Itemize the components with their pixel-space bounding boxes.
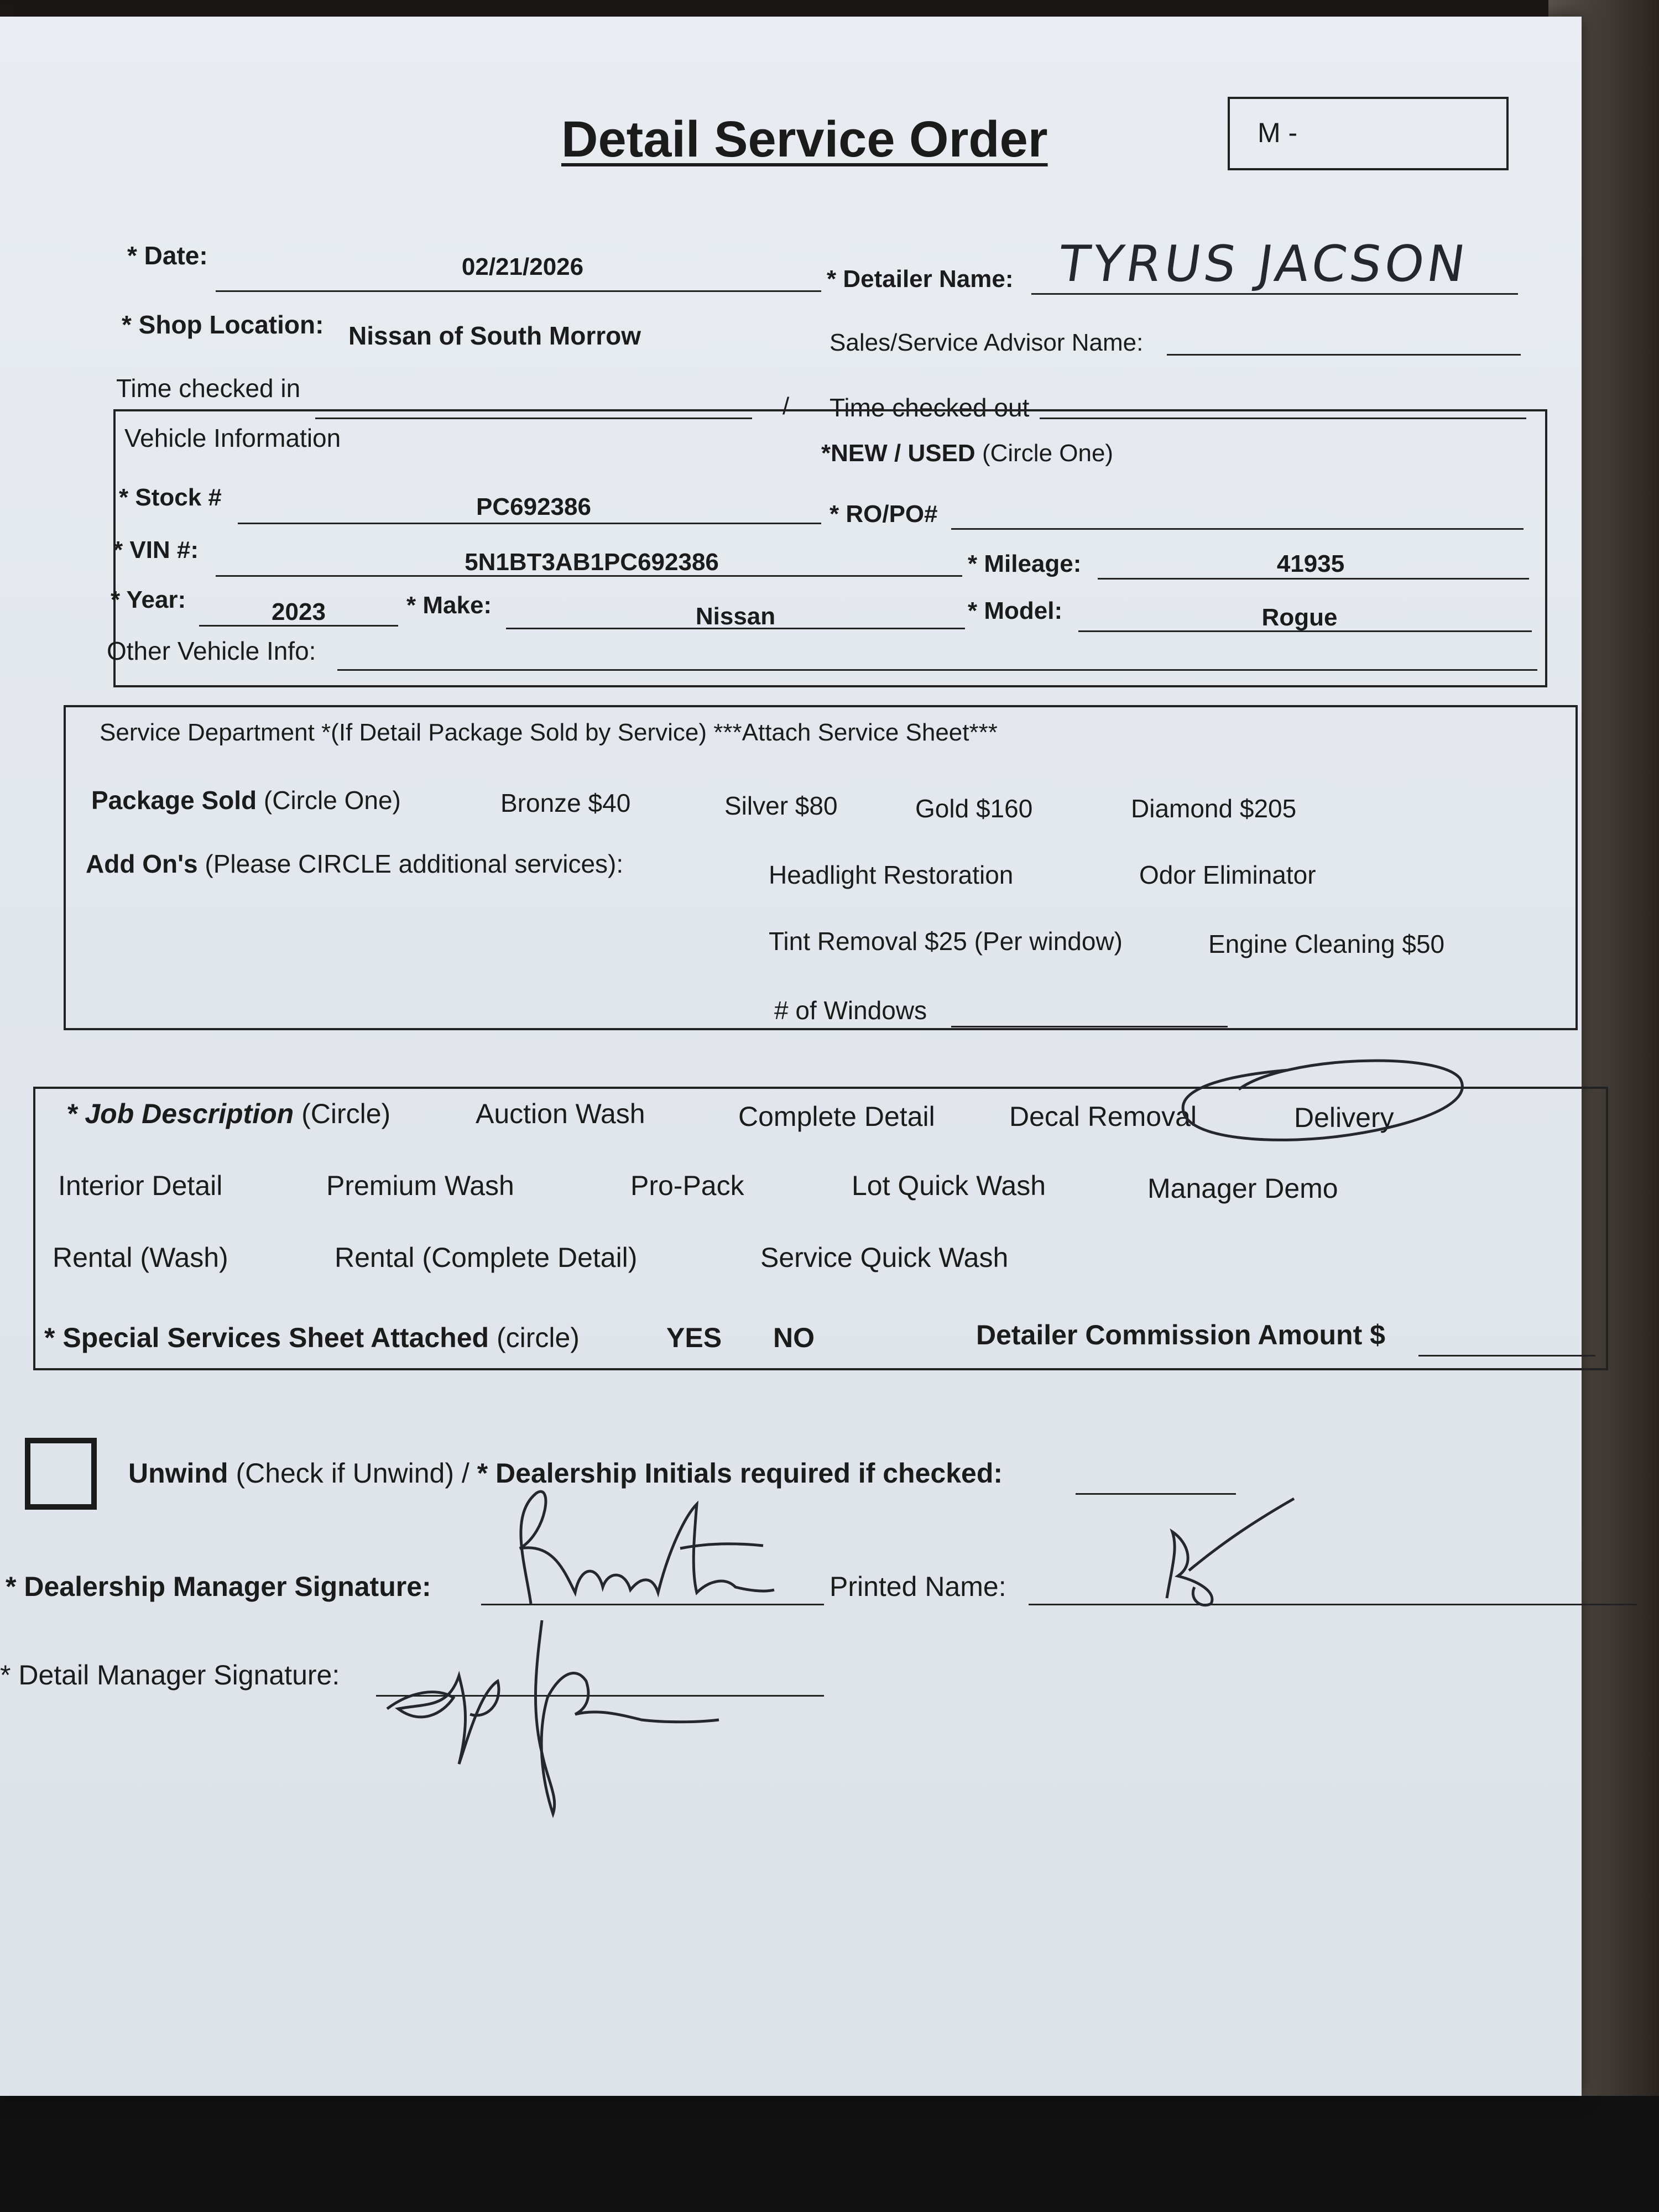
time-out-label: Time checked out <box>830 393 1030 422</box>
dealer-manager-signature <box>487 1482 796 1615</box>
form-number-box[interactable] <box>1228 97 1509 170</box>
windows-count-field[interactable] <box>951 1026 1228 1027</box>
advisor-name-label: Sales/Service Advisor Name: <box>830 329 1144 356</box>
package-sold-label <box>91 785 401 815</box>
job-rental-complete-detail[interactable]: Rental (Complete Detail) <box>335 1242 638 1273</box>
mileage-field[interactable] <box>1098 578 1529 580</box>
new-used-label: *NEW / USED <box>821 440 975 467</box>
unwind-note: (Check if Unwind) / <box>236 1458 469 1489</box>
detailer-name-label: * Detailer Name: <box>827 265 1014 293</box>
detailer-name-handwritten: TYRUS JACSON <box>1055 235 1472 293</box>
dealer-signature-label: * Dealership Manager Signature: <box>6 1571 431 1602</box>
special-services-no[interactable]: NO <box>773 1322 815 1353</box>
new-used-selector[interactable] <box>821 440 1113 467</box>
date-label: * Date: <box>127 241 208 270</box>
job-decal-removal[interactable]: Decal Removal <box>1009 1101 1197 1132</box>
addon-odor-eliminator[interactable]: Odor Eliminator <box>1139 860 1316 889</box>
stock-field[interactable] <box>238 523 821 524</box>
add-ons-note: (Please CIRCLE additional services): <box>205 849 624 878</box>
addon-engine-cleaning[interactable]: Engine Cleaning $50 <box>1208 930 1445 958</box>
date-value: 02/21/2026 <box>461 253 584 280</box>
job-complete-detail[interactable]: Complete Detail <box>738 1101 935 1132</box>
addon-tint-removal[interactable]: Tint Removal $25 (Per window) <box>769 927 1123 956</box>
advisor-name-field[interactable] <box>1167 354 1521 356</box>
vehicle-info-heading: Vehicle Information <box>124 424 341 452</box>
add-ons-bold: Add On's <box>86 849 198 878</box>
model-label: * Model: <box>968 597 1063 624</box>
detail-manager-signature-label: * Detail Manager Signature: <box>0 1660 340 1691</box>
mileage-value: 41935 <box>1276 550 1345 577</box>
initials-required-label: * Dealership Initials required if checked: <box>477 1458 1003 1489</box>
windows-count-label: # of Windows <box>774 996 927 1025</box>
job-rental-wash[interactable]: Rental (Wash) <box>53 1242 228 1273</box>
form-number-prefix: M - <box>1258 117 1298 148</box>
commission-label: Detailer Commission Amount $ <box>976 1319 1385 1350</box>
job-pro-pack[interactable]: Pro-Pack <box>630 1170 744 1201</box>
commission-field[interactable] <box>1418 1355 1595 1357</box>
printed-name-initials <box>1156 1499 1300 1609</box>
printed-name-label: Printed Name: <box>830 1571 1006 1602</box>
mileage-label: * Mileage: <box>968 550 1082 577</box>
time-in-label: Time checked in <box>116 374 301 403</box>
job-lot-quick-wash[interactable]: Lot Quick Wash <box>852 1170 1046 1201</box>
form-title: Detail Service Order <box>561 111 1048 168</box>
year-label: * Year: <box>111 586 186 613</box>
addon-headlight-restoration[interactable]: Headlight Restoration <box>769 860 1014 889</box>
new-used-note: (Circle One) <box>982 440 1114 467</box>
detail-manager-signature <box>376 1598 796 1819</box>
unwind-bold: Unwind <box>128 1458 228 1489</box>
vin-label: * VIN #: <box>113 536 199 564</box>
job-description-bold: * Job Description <box>66 1098 294 1129</box>
job-service-quick-wash[interactable]: Service Quick Wash <box>760 1242 1009 1273</box>
initials-field[interactable] <box>1076 1493 1236 1495</box>
package-diamond[interactable]: Diamond $205 <box>1131 794 1297 823</box>
job-auction-wash[interactable]: Auction Wash <box>476 1098 645 1129</box>
job-delivery[interactable]: Delivery <box>1294 1102 1394 1133</box>
make-value: Nissan <box>695 603 776 630</box>
package-sold-bold: Package Sold <box>91 786 257 815</box>
shop-location-label: * Shop Location: <box>122 310 324 339</box>
stock-label: * Stock # <box>119 484 222 511</box>
model-value: Rogue <box>1261 604 1338 631</box>
detailer-name-field[interactable] <box>1031 293 1518 295</box>
special-services-note: (circle) <box>496 1322 580 1353</box>
job-manager-demo[interactable]: Manager Demo <box>1147 1173 1338 1204</box>
ro-po-label: * RO/PO# <box>830 500 938 528</box>
job-description-label <box>66 1098 390 1130</box>
unwind-checkbox[interactable] <box>25 1438 97 1510</box>
background-bottom <box>0 2096 1659 2212</box>
vin-value: 5N1BT3AB1PC692386 <box>465 549 719 576</box>
form-sheet <box>0 17 1582 2096</box>
printed-name-field[interactable] <box>1029 1604 1637 1605</box>
other-info-label: Other Vehicle Info: <box>107 637 316 665</box>
ro-po-field[interactable] <box>951 528 1524 530</box>
job-description-note: (Circle) <box>301 1098 391 1129</box>
stock-value: PC692386 <box>476 493 591 520</box>
special-services-label <box>44 1322 580 1354</box>
make-label: * Make: <box>406 592 492 619</box>
job-premium-wash[interactable]: Premium Wash <box>326 1170 514 1201</box>
package-silver[interactable]: Silver $80 <box>724 791 838 820</box>
delivery-circle-mark <box>1172 1045 1477 1156</box>
time-separator: / <box>782 393 790 420</box>
package-sold-note: (Circle One) <box>263 786 401 815</box>
shop-location-value: Nissan of South Morrow <box>348 321 641 350</box>
special-services-yes[interactable]: YES <box>666 1322 722 1353</box>
special-services-bold: * Special Services Sheet Attached <box>44 1322 489 1353</box>
job-interior-detail[interactable]: Interior Detail <box>58 1170 223 1201</box>
package-gold[interactable]: Gold $160 <box>915 794 1033 823</box>
date-field[interactable] <box>216 290 821 292</box>
service-dept-heading: Service Department *(If Detail Package Sold by Service) ***Attach Service Sheet*** <box>100 719 998 746</box>
add-ons-label <box>86 849 623 879</box>
year-value: 2023 <box>272 598 326 625</box>
package-bronze[interactable]: Bronze $40 <box>500 789 631 817</box>
other-info-field[interactable] <box>337 669 1537 671</box>
